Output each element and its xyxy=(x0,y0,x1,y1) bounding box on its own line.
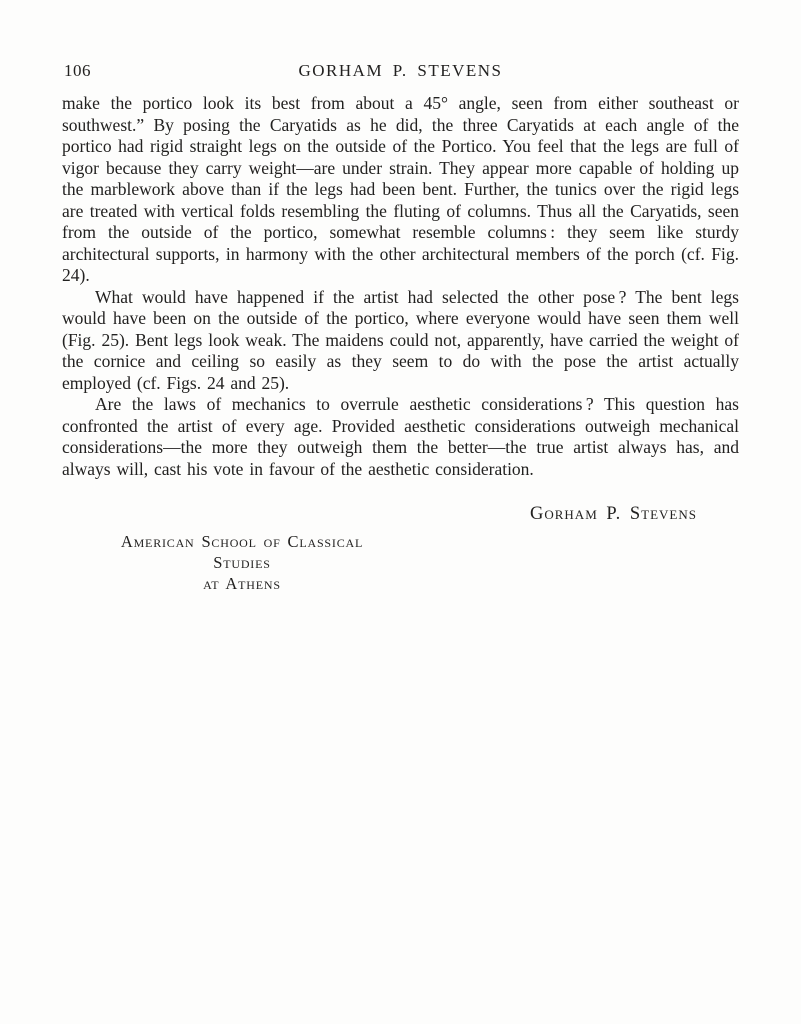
running-head xyxy=(62,61,739,83)
page-number: 106 xyxy=(64,61,91,80)
article-body xyxy=(62,93,739,480)
author-affiliation xyxy=(96,531,388,594)
body-paragraph-2: What would have happened if the artist had selected the other pose ? The bent legs would have been on the outside of the portico, where everyone would have seen them well (Fig. 25). Bent legs look weak. The maidens could not, apparently, have carried the weight of the cornice and ceiling so easily as they seem to do with the pose the artist actually employed (cf. Figs. 24 and 25). xyxy=(62,286,739,393)
author-signature: Gorham P. Stevens xyxy=(530,504,697,524)
body-paragraph-1: make the portico look its best from about a 45° angle, seen from either southeast or southwest.” By posing the Caryatids as he did, the three Caryatids at each angle of the portico had rigid straight legs on the outside of the Portico. You feel that the legs are full of vigor because they carry weight—are under strain. They appear more capable of holding up the marblework above than if the legs had been bent. Further, the tunics over the rigid legs are treated with vertical folds resembling the fluting of columns. Thus all the Caryatids, seen from the outside of the portico, somewhat resemble columns : they seem like sturdy architectural supports, in harmony with the other architectural members of the porch (cf. Fig. 24). xyxy=(62,93,739,285)
body-paragraph-3: Are the laws of mechanics to overrule aesthetic considerations ? This question has confronted the artist of every age. Provided aesthetic considerations outweigh mechanical considerations—the more they outweigh them the better—the true artist always has, and always will, cast his vote in favour of the aesthetic consideration. xyxy=(62,394,739,479)
running-header-title: GORHAM P. STEVENS xyxy=(298,61,503,80)
affiliation-line-2: at Athens xyxy=(203,574,281,593)
affiliation-line-1: American School of Classical Studies xyxy=(120,532,364,572)
